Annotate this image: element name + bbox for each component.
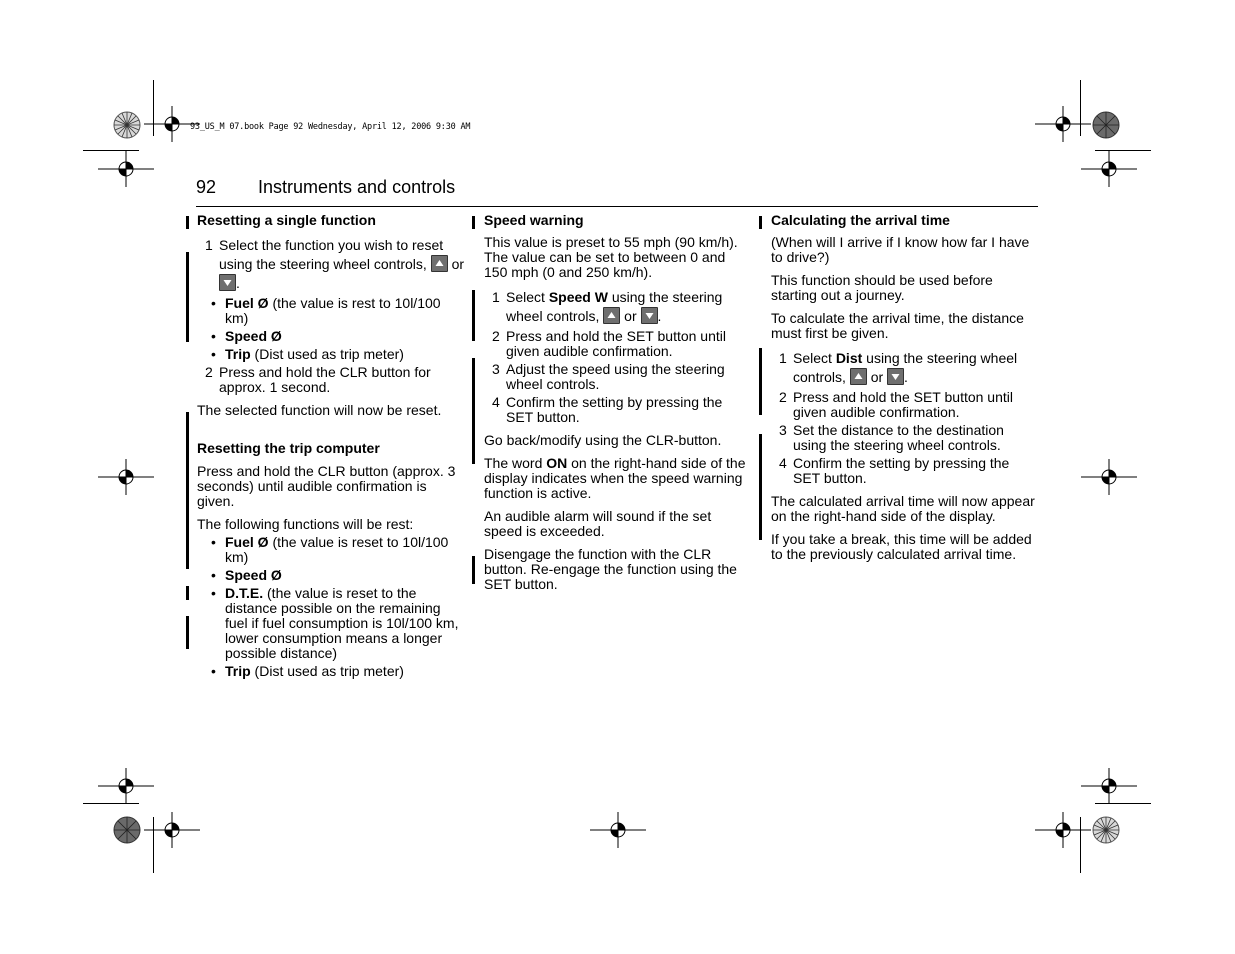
color-rosette-icon [1092,816,1120,844]
change-bar [759,434,762,540]
arrow-up-button-icon [431,255,448,272]
or-text: or [451,256,465,272]
paragraph: To calculate the arrival time, the distance must first be given. [771,310,1024,341]
column-middle [484,212,749,600]
arrow-down-button-icon [887,368,904,385]
change-bar [186,616,189,649]
paragraph: The calculated arrival time will now appear on the right-hand side of the display. [771,493,1035,524]
change-bar [186,252,189,342]
paragraph: This value is preset to 55 mph (90 km/h). The value can be set to between 0 and 150 mph (0 and 250 km/h). [484,234,738,280]
change-bar [472,290,475,341]
list-item: • Speed Ø [211,567,282,583]
step-number: 2 [205,364,213,380]
step-number: 1 [205,237,213,253]
period: . [236,275,240,291]
print-slug: 93_US_M 07.book Page 92 Wednesday, April 12, 2006 9:30 AM [190,122,471,132]
list-item: • Trip (Dist used as trip meter) [211,346,404,362]
registration-mark-icon [1081,141,1137,197]
list-item: • Speed Ø [211,328,282,344]
list-item: • Trip (Dist used as trip meter) [211,663,404,679]
registration-mark-icon [1035,802,1091,858]
color-rosette-icon [113,111,141,139]
arrow-down-button-icon [641,307,658,324]
list-item: • Fuel Ø (the value is reset to 10l/100 km) [211,534,449,565]
change-bar [186,586,189,600]
arrow-up-button-icon [850,368,867,385]
list-item: • D.T.E. (the value is reset to the distance possible on the remaining fuel if fuel consumption is 10l/100 km, lower consumption means a longer possible distance) [211,585,459,661]
list-item: • Fuel Ø (the value is rest to 10l/100 km) [211,295,441,326]
step-3: 3 Set the distance to the destination using the steering wheel controls. [779,422,1004,453]
step-text: Select the function you wish to reset using the steering wheel controls, [219,237,444,272]
paragraph: Disengage the function with the CLR button. Re-engage the function using the SET button. [484,546,737,592]
page-number: 92 [196,177,217,197]
registration-mark-icon [1081,449,1137,505]
section-heading: Calculating the arrival time [771,212,950,228]
change-bar [472,556,475,584]
arrow-up-button-icon [603,307,620,324]
paragraph: (When will I arrive if I know how far I have to drive?) [771,234,1030,265]
change-bar [472,216,475,229]
registration-mark-icon [98,449,154,505]
change-bar [186,412,189,569]
color-rosette-icon [1092,111,1120,139]
paragraph: The following functions will be rest: [197,516,414,532]
step-1: 1 Select Dist using the steering wheel controls, or . [779,350,1018,385]
step-1: 1 Select Speed W using the steering wheel controls, or . [492,289,723,324]
registration-mark-icon [590,802,646,858]
section-heading: Resetting a single function [197,212,376,228]
step-4: 4 Confirm the setting by pressing the SET button. [492,394,723,425]
paragraph: This function should be used before starting out a journey. [771,272,993,303]
change-bar [759,348,762,415]
step-text: Press and hold the CLR button for approx. 1 second. [219,364,431,395]
change-bar [186,216,189,229]
registration-mark-icon [144,802,200,858]
step-2 [197,365,465,395]
column-right [771,212,1037,570]
change-bar [472,358,475,464]
color-rosette-icon [113,816,141,844]
registration-mark-icon [98,141,154,197]
step-2: 2 Press and hold the SET button until given audible confirmation. [492,328,726,359]
paragraph: If you take a break, this time will be added to the previously calculated arrival time. [771,531,1032,562]
step-4: 4 Confirm the setting by pressing the SET button. [779,455,1010,486]
paragraph: An audible alarm will sound if the set speed is exceeded. [484,508,712,539]
step-3: 3 Adjust the speed using the steering wheel controls. [492,361,725,392]
paragraph: Press and hold the CLR button (approx. 3 seconds) until audible confirmation is given. [197,463,456,509]
section-heading: Speed warning [484,212,584,228]
header-rule [196,206,1038,207]
paragraph: The word ON on the right-hand side of the display indicates when the speed warning function is active. [484,455,746,501]
step-2: 2 Press and hold the SET button until given audible confirmation. [779,389,1013,420]
change-bar [759,216,762,229]
column-left [197,212,465,682]
paragraph: Go back/modify using the CLR-button. [484,432,722,448]
section-heading: Resetting the trip computer [197,440,380,456]
step-1 [197,236,465,293]
page-title: Instruments and controls [258,177,456,197]
result-text: The selected function will now be reset. [197,402,442,418]
arrow-down-button-icon [219,274,236,291]
